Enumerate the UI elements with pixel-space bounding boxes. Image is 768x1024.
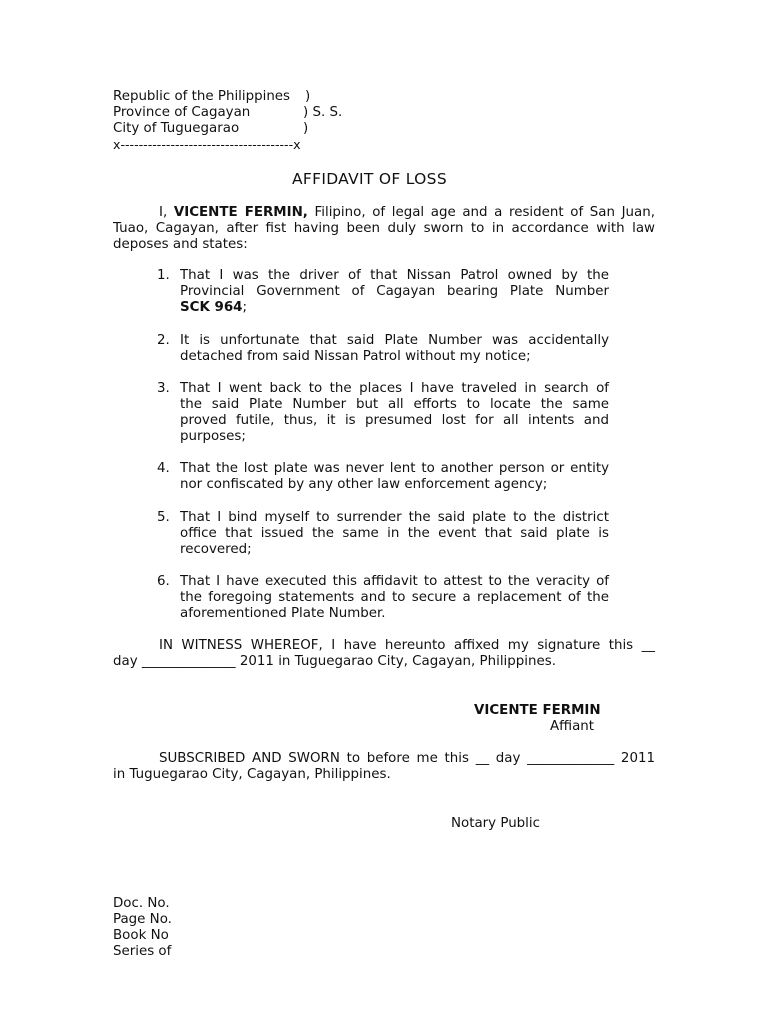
signature-role: Affiant <box>550 719 595 734</box>
item-line: That the lost plate was never lent to another person or entity <box>180 461 609 476</box>
venue-republic: Republic of the Philippines <box>113 89 291 104</box>
item-line: the foregoing statements and to secure a replacement of the <box>180 590 609 605</box>
item-line: It is unfortunate that said Plate Number was accidentally <box>180 333 609 348</box>
venue-city: City of Tuguegarao <box>113 121 240 136</box>
item-line: the said Plate Number but all efforts to locate the same <box>180 397 609 412</box>
item-number: 5. <box>157 510 170 525</box>
witness-line-2: day ______________ 2011 in Tuguegarao City, Cagayan, Philippines. <box>113 654 556 669</box>
registry-book: Book No <box>113 928 169 943</box>
item-line: That I was the driver of that Nissan Patrol owned by the <box>180 268 609 283</box>
item-number: 4. <box>157 461 170 476</box>
subscribed-line-2: in Tuguegarao City, Cagayan, Philippines. <box>113 767 391 782</box>
registry-doc: Doc. No. <box>113 896 170 911</box>
item-line: Provincial Government of Cagayan bearing Plate Number <box>180 284 609 299</box>
registry-page: Page No. <box>113 912 172 927</box>
notary-public: Notary Public <box>451 816 540 831</box>
item-number: 3. <box>157 381 170 396</box>
item-line: purposes; <box>180 429 246 444</box>
venue-province: Province of Cagayan <box>113 105 251 120</box>
intro-line-1: I, VICENTE FERMIN, Filipino, of legal age and a resident of San Juan, <box>159 205 655 220</box>
item-line: office that issued the same in the event that said plate is <box>180 526 609 541</box>
item-number: 2. <box>157 333 170 348</box>
venue-province-ss: ) S. S. <box>303 105 343 120</box>
item-line: That I have executed this affidavit to attest to the veracity of <box>180 574 609 589</box>
item-line: nor confiscated by any other law enforcement agency; <box>180 477 548 492</box>
venue-city-paren: ) <box>303 121 309 136</box>
witness-line-1: IN WITNESS WHEREOF, I have hereunto affixed my signature this __ <box>159 638 655 653</box>
item-line: recovered; <box>180 542 252 557</box>
plate-number: SCK 964 <box>180 300 243 315</box>
subscribed-line-1: SUBSCRIBED AND SWORN to before me this __ day _____________ 2011 <box>159 751 655 766</box>
item-number: 1. <box>157 268 170 283</box>
intro-line-3: deposes and states: <box>113 237 248 252</box>
venue-republic-paren: ) <box>305 89 311 104</box>
item-line: aforementioned Plate Number. <box>180 606 386 621</box>
item-number: 6. <box>157 574 170 589</box>
item-line: detached from said Nissan Patrol without my notice; <box>180 349 531 364</box>
venue-divider: x--------------------------------------x <box>113 137 301 152</box>
registry-series: Series of <box>113 944 172 959</box>
plate-number-line: SCK 964; <box>180 300 247 315</box>
document-title: AFFIDAVIT OF LOSS <box>292 170 447 188</box>
item-line: That I bind myself to surrender the said plate to the district <box>180 510 609 525</box>
item-line: That I went back to the places I have traveled in search of <box>180 381 609 396</box>
affiant-name: VICENTE FERMIN, <box>173 205 308 220</box>
intro-line-2: Tuao, Cagayan, after fist having been duly sworn to in accordance with law <box>113 221 655 236</box>
item-line: proved futile, thus, it is presumed lost for all intents and <box>180 413 609 428</box>
signature-name: VICENTE FERMIN <box>474 703 601 718</box>
